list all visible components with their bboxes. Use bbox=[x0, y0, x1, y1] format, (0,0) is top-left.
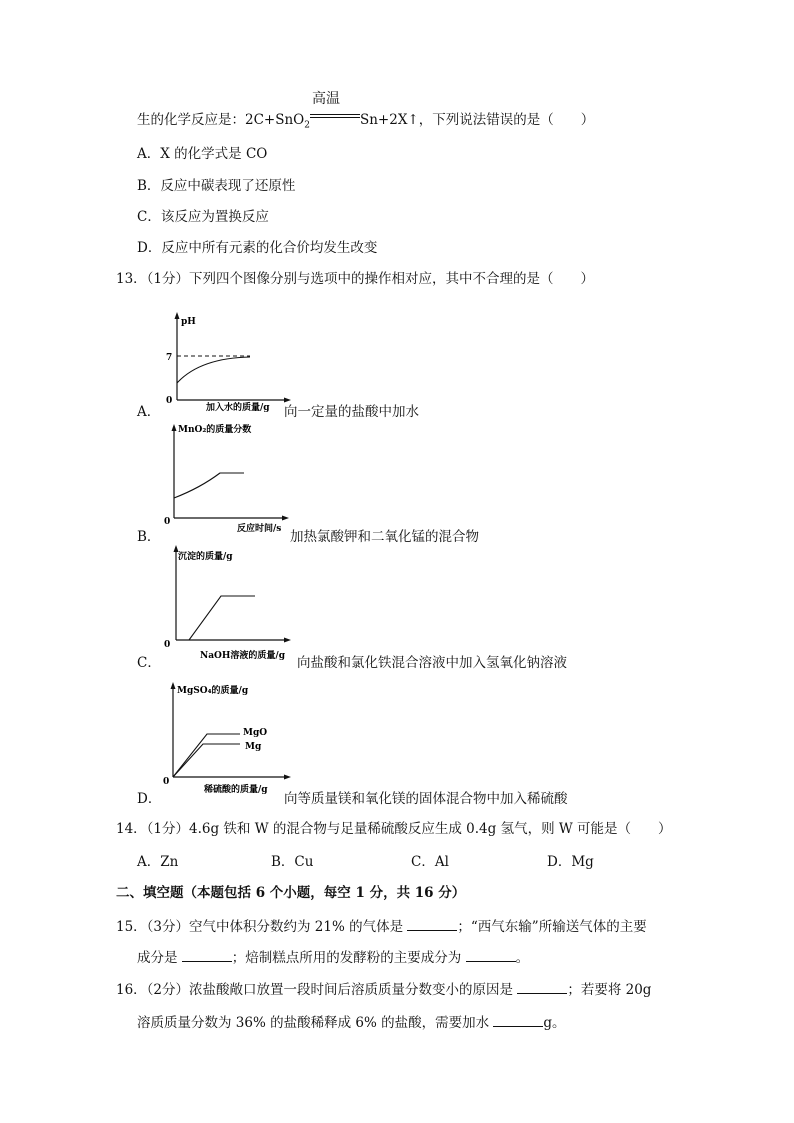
q16-blank-2[interactable] bbox=[493, 1012, 543, 1027]
graph-d-curve-mgo bbox=[173, 734, 240, 777]
q13-option-c-letter: C． bbox=[137, 655, 161, 671]
q15-text-3: 成分是 bbox=[137, 950, 178, 966]
q12-option-b: B．反应中碳表现了还原性 bbox=[137, 178, 296, 194]
q12-stem-prefix: 生的化学反应是：2C+SnO bbox=[137, 112, 305, 128]
graph-d bbox=[160, 676, 300, 796]
graph-b-x-label: 反应时间/s bbox=[237, 524, 282, 534]
q14-option-b: B．Cu bbox=[271, 854, 314, 870]
graph-a-ref-label: 7 bbox=[166, 353, 173, 363]
reaction-condition: 高温 bbox=[311, 91, 340, 107]
reaction-condition-arrow bbox=[310, 91, 360, 124]
q16-text-3: 溶质质量分数为 36% 的盐酸稀释成 6% 的盐酸，需要加水 bbox=[137, 1015, 490, 1031]
q13-option-c-desc: 向盐酸和氯化铁混合溶液中加入氢氧化钠溶液 bbox=[297, 655, 567, 671]
q13-stem: 13．（1分）下列四个图像分别与选项中的操作相对应，其中不合理的是（ ） bbox=[116, 271, 595, 287]
graph-a-x-label: 加入水的质量/g bbox=[206, 403, 270, 413]
q16-text-4: g。 bbox=[543, 1015, 566, 1031]
graph-d-origin: 0 bbox=[163, 777, 170, 787]
q14-option-c: C．Al bbox=[411, 854, 449, 870]
q13-option-b-desc: 加热氯酸钾和二氧化锰的混合物 bbox=[290, 529, 479, 545]
q16-blank-1[interactable] bbox=[517, 979, 567, 994]
graph-d-series-mgo: MgO bbox=[243, 728, 268, 738]
graph-a-origin: 0 bbox=[166, 396, 173, 406]
q16-text-2: ；若要将 20g bbox=[567, 982, 652, 998]
graph-c bbox=[160, 543, 300, 663]
q12-option-d: D．反应中所有元素的化合价均发生改变 bbox=[137, 240, 378, 256]
graph-d-series-mg: Mg bbox=[245, 742, 262, 752]
q15-line-1 bbox=[116, 916, 647, 936]
graph-a bbox=[160, 310, 300, 420]
q12-stem bbox=[137, 91, 595, 135]
q12-option-a: A．X 的化学式是 CO bbox=[137, 146, 268, 162]
graph-a-curve bbox=[177, 357, 250, 383]
graph-b-curve bbox=[174, 473, 244, 498]
q15-text-4: ；焙制糕点所用的发酵粉的主要成分为 bbox=[231, 950, 462, 966]
q15-blank-3[interactable] bbox=[466, 947, 516, 962]
graph-a-y-label: pH bbox=[181, 317, 196, 327]
q14-option-a: A．Zn bbox=[137, 854, 179, 870]
graph-b-y-label: MnO₂的质量分数 bbox=[178, 425, 252, 435]
graph-d-x-label: 稀硫酸的质量/g bbox=[204, 785, 268, 795]
q15-blank-2[interactable] bbox=[182, 947, 232, 962]
section-2-title: 二、填空题（本题包括 6 个小题，每空 1 分，共 16 分） bbox=[116, 885, 466, 901]
graph-c-y-label: 沉淀的质量/g bbox=[178, 552, 233, 562]
q16-text-1: 16．（2分）浓盐酸敞口放置一段时间后溶质质量分数变小的原因是 bbox=[116, 982, 514, 998]
q12-stem-sub: 2 bbox=[304, 120, 310, 131]
q13-option-b-letter: B． bbox=[137, 529, 161, 545]
q15-text-5: 。 bbox=[515, 950, 530, 966]
graph-b bbox=[158, 420, 298, 535]
graph-c-origin: 0 bbox=[164, 640, 171, 650]
q16-line-1 bbox=[116, 979, 651, 999]
q15-text-1: 15．（3分）空气中体积分数约为 21% 的气体是 bbox=[116, 919, 404, 935]
q14-option-d: D．Mg bbox=[547, 854, 594, 870]
q12-stem-suffix: Sn+2X↑，下列说法错误的是（ ） bbox=[359, 112, 595, 128]
q15-text-2: ；“西气东输”所输送气体的主要 bbox=[457, 919, 647, 935]
q13-option-d-letter: D． bbox=[137, 791, 162, 807]
q12-option-c: C．该反应为置换反应 bbox=[137, 209, 269, 225]
q13-option-d-desc: 向等质量镁和氧化镁的固体混合物中加入稀硫酸 bbox=[284, 791, 568, 807]
graph-c-x-label: NaOH溶液的质量/g bbox=[200, 651, 285, 661]
q13-option-a-letter: A． bbox=[137, 404, 161, 420]
graph-a-y-arrow bbox=[175, 312, 180, 319]
q15-blank-1[interactable] bbox=[407, 916, 457, 931]
q14-stem: 14．（1分）4.6g 铁和 W 的混合物与足量稀硫酸反应生成 0.4g 氢气，则 W 可能是（ ） bbox=[116, 821, 672, 837]
graph-b-origin: 0 bbox=[164, 517, 171, 527]
q13-option-a-desc: 向一定量的盐酸中加水 bbox=[284, 404, 419, 420]
q16-line-2 bbox=[137, 1012, 566, 1032]
q15-line-2 bbox=[137, 947, 529, 967]
graph-c-curve bbox=[189, 596, 255, 640]
graph-d-curve-mg bbox=[173, 744, 240, 777]
graph-d-y-label: MgSO₄的质量/g bbox=[177, 686, 249, 696]
